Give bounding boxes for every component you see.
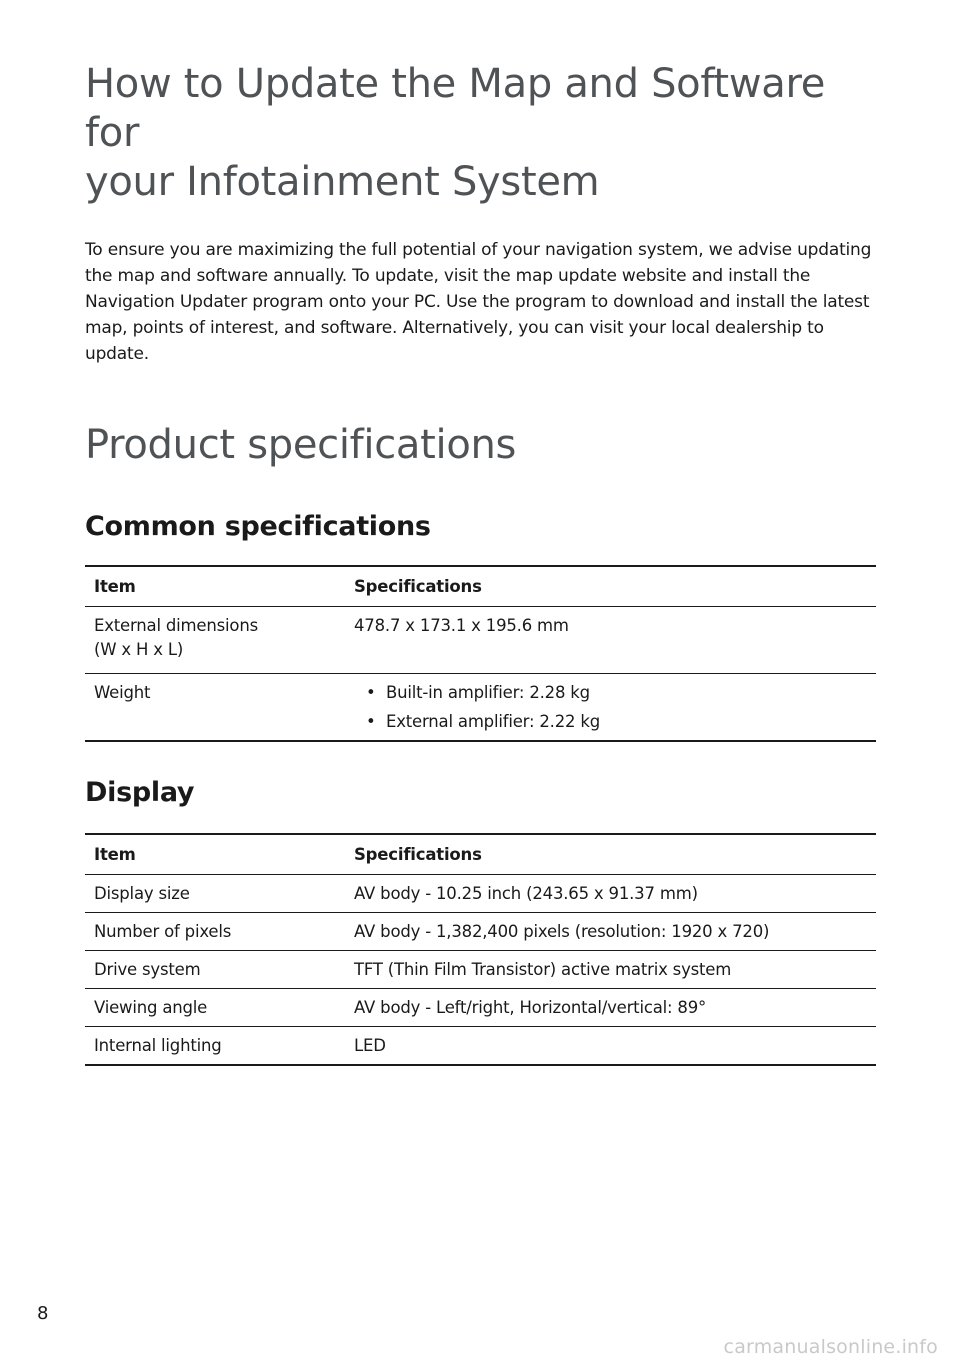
product-specifications-title: Product specifications (85, 422, 517, 468)
list-item (354, 710, 867, 734)
weight-bullet-list (354, 681, 867, 734)
row-item-viewing-angle: Viewing angle (85, 989, 345, 1027)
row-item-line2: (W x H x L) (94, 640, 184, 659)
table-row (85, 913, 876, 951)
table-row (85, 1027, 876, 1066)
watermark: carmanualsonline.info (723, 1336, 938, 1358)
table-row (85, 951, 876, 989)
common-specifications-heading: Common specifications (85, 511, 431, 542)
row-spec-external-dimensions: 478.7 x 173.1 x 195.6 mm (345, 607, 876, 674)
bullet-text: External amplifier: 2.22 kg (386, 712, 600, 731)
update-title-line1: How to Update the Map and Software for (85, 61, 826, 156)
page-number: 8 (37, 1303, 49, 1324)
row-spec-drive-system: TFT (Thin Film Transistor) active matrix system (345, 951, 876, 989)
table-row (85, 875, 876, 913)
update-title (85, 60, 876, 207)
row-spec-display-size: AV body - 10.25 inch (243.65 x 91.37 mm) (345, 875, 876, 913)
list-item (354, 681, 867, 705)
table-row (85, 674, 876, 742)
table-header-row (85, 566, 876, 607)
row-item-drive-system: Drive system (85, 951, 345, 989)
row-item-display-size: Display size (85, 875, 345, 913)
row-item-external-dimensions (85, 607, 345, 674)
row-spec-weight (345, 674, 876, 742)
column-header-specifications: Specifications (345, 834, 876, 875)
row-spec-number-of-pixels: AV body - 1,382,400 pixels (resolution: 1920 x 720) (345, 913, 876, 951)
row-spec-viewing-angle: AV body - Left/right, Horizontal/vertical: 89° (345, 989, 876, 1027)
row-spec-internal-lighting: LED (345, 1027, 876, 1066)
update-body-paragraph: To ensure you are maximizing the full potential of your navigation system, we advise updating the map and software annually. To update, visit the map update website and install the Navigation Updater program onto your PC. Use the program to download and install the latest map, points of interest, and software. Alternatively, you can visit your local dealership to update. (85, 240, 872, 364)
table-header-row (85, 834, 876, 875)
row-item-line1: External dimensions (94, 616, 258, 635)
display-heading: Display (85, 777, 195, 808)
row-item-internal-lighting: Internal lighting (85, 1027, 345, 1066)
table-row (85, 989, 876, 1027)
column-header-specifications: Specifications (345, 566, 876, 607)
bullet-icon: • (366, 712, 376, 731)
bullet-icon: • (366, 683, 376, 702)
column-header-item: Item (85, 834, 345, 875)
row-item-number-of-pixels: Number of pixels (85, 913, 345, 951)
bullet-text: Built-in amplifier: 2.28 kg (386, 683, 590, 702)
column-header-item: Item (85, 566, 345, 607)
update-title-line2: your Infotainment System (85, 159, 600, 205)
row-item-weight: Weight (85, 674, 345, 742)
common-specifications-table (85, 565, 876, 742)
display-specifications-table (85, 833, 876, 1066)
page-content (85, 60, 876, 1066)
table-row (85, 607, 876, 674)
